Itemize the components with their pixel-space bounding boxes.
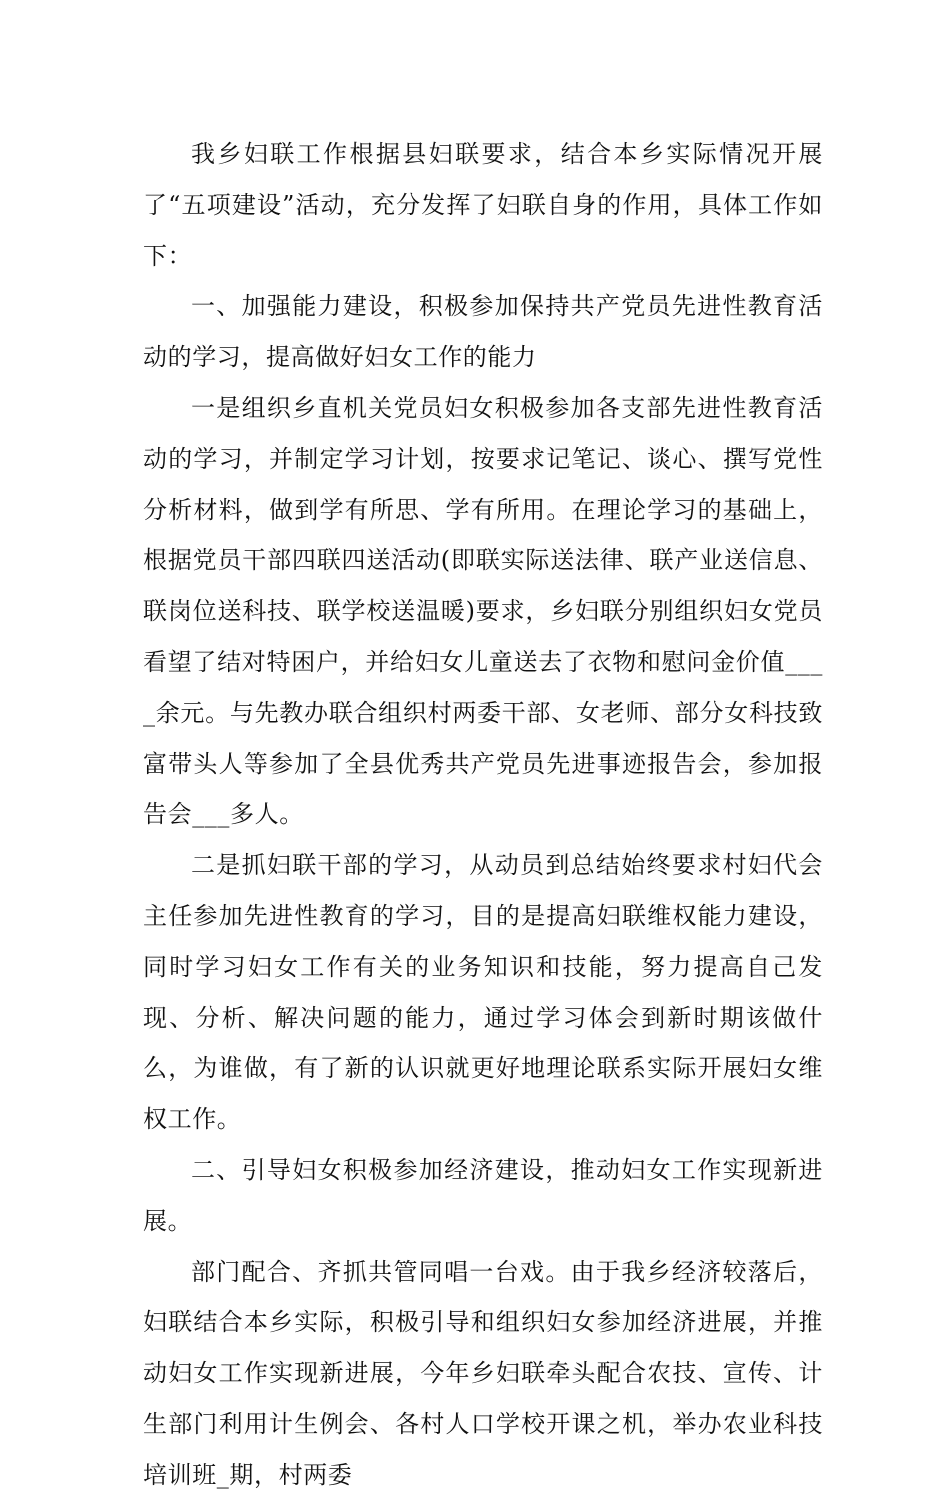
intro-paragraph: 我乡妇联工作根据县妇联要求，结合本乡实际情况开展了“五项建设”活动，充分发挥了妇联自身的作用，具体工作如下： (143, 140, 823, 270)
document-body (143, 129, 823, 1501)
paragraph-study-activities: 一是组织乡直机关党员妇女积极参加各支部先进性教育活动的学习，并制定学习计划，按要求记笔记、谈心、撰写党性分析材料，做到学有所思、学有所用。在理论学习的基础上，根据党员干部四联四送活动(即联实际送法律、联产业送信息、联岗位送科技、联学校送温暖)要求，乡妇联分别组织妇女党员看望了结对特困户，并给妇女儿童送去了衣物和慰问金价值____余元。与先教办联合组织村两委干部、女老师、部分女科技致富带头人等参加了全县优秀共产党员先进事迹报告会，参加报告会___多人。 (143, 393, 823, 829)
section-heading-1: 一、加强能力建设，积极参加保持共产党员先进性教育活动的学习，提高做好妇女工作的能力 (143, 292, 823, 372)
section-heading-2: 二、引导妇女积极参加经济建设，推动妇女工作实现新进展。 (143, 1155, 823, 1235)
paragraph-economic-work: 部门配合、齐抓共管同唱一台戏。由于我乡经济较落后，妇联结合本乡实际，积极引导和组织妇女参加经济进展，并推动妇女工作实现新进展，今年乡妇联牵头配合农技、宣传、计生部门利用计生例会、各村人口学校开课之机，举办农业科技培训班_期，村两委 (143, 1257, 823, 1489)
paragraph-cadre-study: 二是抓妇联干部的学习，从动员到总结始终要求村妇代会主任参加先进性教育的学习，目的是提高妇联维权能力建设，同时学习妇女工作有关的业务知识和技能，努力提高自己发现、分析、解决问题的能力，通过学习体会到新时期该做什么，为谁做，有了新的认识就更好地理论联系实际开展妇女维权工作。 (143, 851, 823, 1134)
